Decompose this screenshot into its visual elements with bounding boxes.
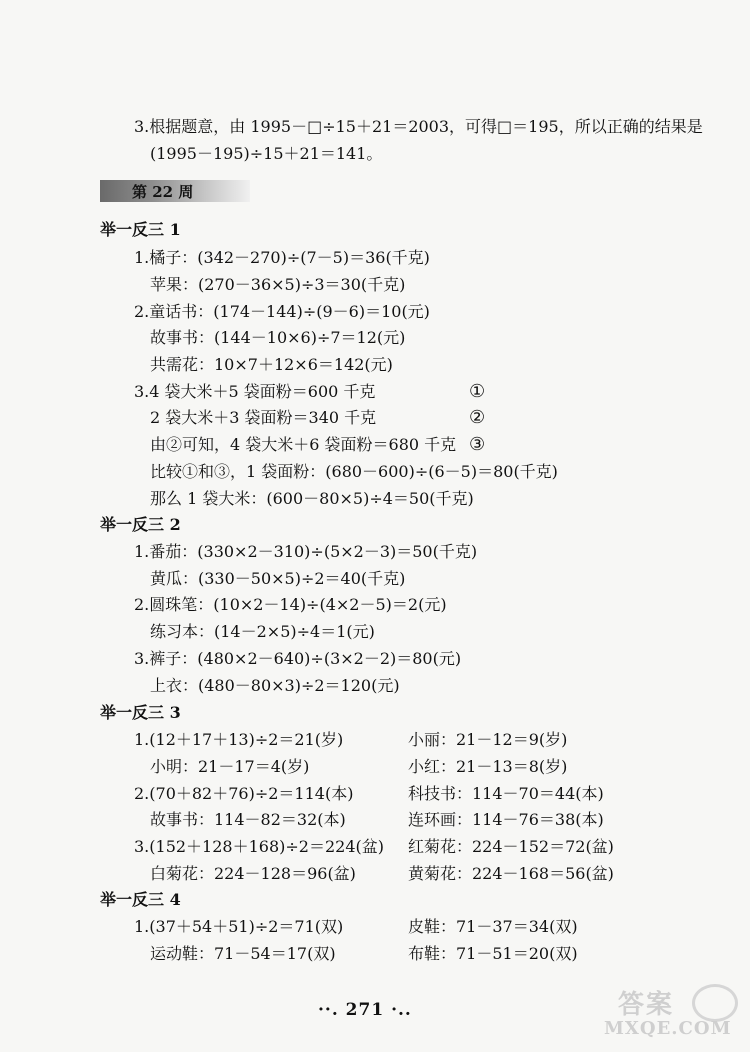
watermark-url: MXQE.COM <box>604 1018 732 1039</box>
s2-line: 练习本：(14－2×5)÷4＝1(元) <box>150 622 375 641</box>
s4-right-line: 皮鞋：71－37＝34(双) <box>408 917 578 936</box>
section-heading-1: 举一反三 1 <box>100 220 181 239</box>
s1-line: 共需花：10×7＋12×6＝142(元) <box>150 355 393 374</box>
s1-line: 3.4 袋大米＋5 袋面粉＝600 千克 <box>134 382 376 401</box>
s1-line: 苹果：(270－36×5)÷3＝30(千克) <box>150 275 406 294</box>
s3-right-line: 小丽：21－12＝9(岁) <box>408 730 568 749</box>
s3-right-line: 连环画：114－76＝38(本) <box>408 810 604 829</box>
s1-line: 2.童话书：(174－144)÷(9－6)＝10(元) <box>134 302 430 321</box>
intro-line-1: 3.根据题意，由 1995－□÷15＋21＝2003，可得□＝195，所以正确的结果是 <box>134 117 703 136</box>
s1-line: 由②可知，4 袋大米＋6 袋面粉＝680 千克 <box>150 435 457 454</box>
s3-right-line: 黄菊花：224－168＝56(盆) <box>408 864 614 883</box>
s3-right-line: 红菊花：224－152＝72(盆) <box>408 837 614 856</box>
s3-right-line: 科技书：114－70＝44(本) <box>408 784 604 803</box>
intro-line-2: (1995－195)÷15＋21＝141。 <box>150 144 383 163</box>
equation-mark-3: ③ <box>469 434 486 455</box>
section-heading-3: 举一反三 3 <box>100 703 181 722</box>
watermark-text: 答案 <box>618 990 675 1020</box>
week-banner <box>100 180 250 202</box>
equation-mark-2: ② <box>469 407 486 428</box>
section-heading-2: 举一反三 2 <box>100 515 181 534</box>
s1-line: 那么 1 袋大米：(600－80×5)÷4＝50(千克) <box>150 489 474 508</box>
section-heading-4: 举一反三 4 <box>100 890 181 909</box>
s1-line: 2 袋大米＋3 袋面粉＝340 千克 <box>150 408 377 427</box>
s3-left-line: 3.(152＋128＋168)÷2＝224(盆) <box>134 837 384 856</box>
s2-line: 2.圆珠笔：(10×2－14)÷(4×2－5)＝2(元) <box>134 595 447 614</box>
s4-left-line: 1.(37＋54＋51)÷2＝71(双) <box>134 917 344 936</box>
s1-line: 比较①和③，1 袋面粉：(680－600)÷(6－5)＝80(千克) <box>150 462 558 481</box>
s3-right-line: 小红：21－13＝8(岁) <box>408 757 568 776</box>
s3-left-line: 2.(70＋82＋76)÷2＝114(本) <box>134 784 354 803</box>
watermark-logo-icon <box>692 984 738 1022</box>
s3-left-line: 1.(12＋17＋13)÷2＝21(岁) <box>134 730 344 749</box>
week-banner-label: 第 22 周 <box>132 183 194 201</box>
s2-line: 3.裤子：(480×2－640)÷(3×2－2)＝80(元) <box>134 649 462 668</box>
page-number: ··. 271 ·.. <box>318 1000 412 1020</box>
s4-right-line: 布鞋：71－51＝20(双) <box>408 944 578 963</box>
s4-left-line: 运动鞋：71－54＝17(双) <box>150 944 336 963</box>
equation-mark-1: ① <box>469 381 486 402</box>
s1-line: 故事书：(144－10×6)÷7＝12(元) <box>150 328 406 347</box>
s3-left-line: 故事书：114－82＝32(本) <box>150 810 346 829</box>
s3-left-line: 白菊花：224－128＝96(盆) <box>150 864 356 883</box>
s2-line: 1.番茄：(330×2－310)÷(5×2－3)＝50(千克) <box>134 542 478 561</box>
s3-left-line: 小明：21－17＝4(岁) <box>150 757 310 776</box>
s2-line: 上衣：(480－80×3)÷2＝120(元) <box>150 676 400 695</box>
s1-line: 1.橘子：(342－270)÷(7－5)＝36(千克) <box>134 248 430 267</box>
s2-line: 黄瓜：(330－50×5)÷2＝40(千克) <box>150 569 406 588</box>
